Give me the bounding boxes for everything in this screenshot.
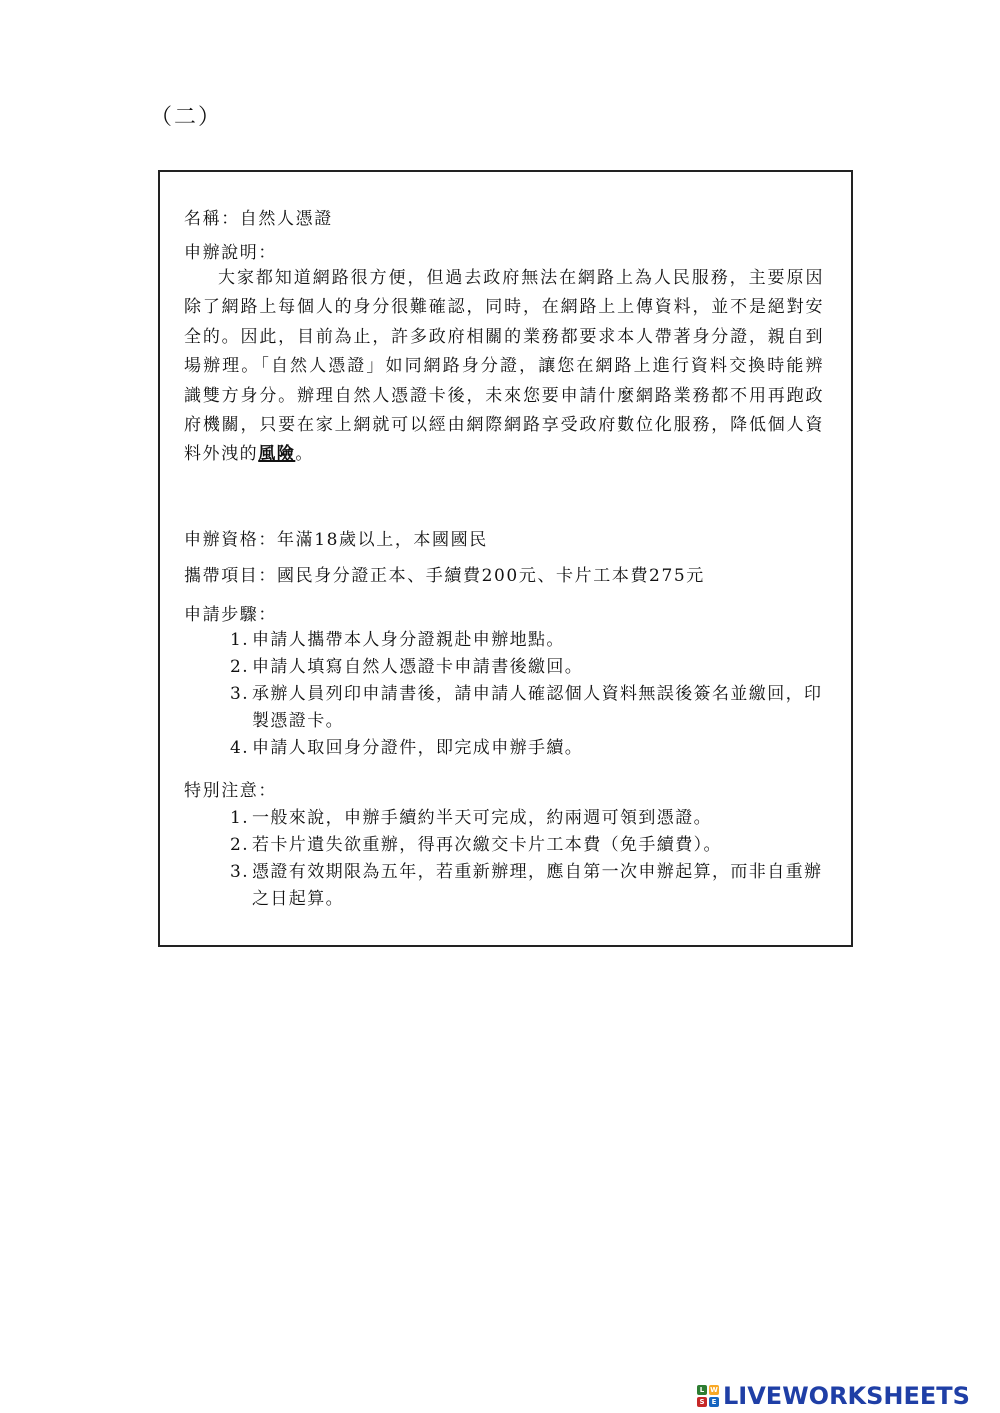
- step-number: 4.: [230, 738, 250, 758]
- step-item: [230, 654, 824, 681]
- logo-mark-tile: E: [709, 1397, 719, 1407]
- note-number: 1.: [230, 808, 250, 828]
- name-line: 名稱：自然人憑證: [184, 209, 333, 229]
- step-number: 3.: [230, 684, 250, 704]
- description-end: 。: [295, 444, 314, 465]
- note-item: [230, 832, 824, 859]
- step-text: 申請人攜帶本人身分證親赴申辦地點。: [252, 630, 565, 650]
- step-text: 申請人填寫自然人憑證卡申請書後繳回。: [252, 657, 584, 677]
- steps-heading: 申請步驟：: [184, 605, 277, 625]
- logo-mark-tile: W: [710, 1386, 718, 1394]
- note-item: [230, 805, 824, 832]
- liveworksheets-logo[interactable]: [697, 1381, 970, 1411]
- section-label: （二）: [150, 105, 223, 130]
- carry-items-line: 攜帶項目：國民身分證正本、手續費200元、卡片工本費275元: [184, 566, 705, 586]
- notes-list: [230, 805, 824, 913]
- step-text: 承辦人員列印申請書後，請申請人確認個人資料無誤後簽名並繳回，印製憑證卡。: [252, 684, 823, 731]
- logo-mark-tile: L: [697, 1385, 707, 1395]
- document-box: [158, 170, 853, 947]
- note-item: [230, 859, 824, 913]
- step-item: [230, 681, 824, 735]
- logo-text: LIVEWORKSHEETS: [723, 1382, 970, 1410]
- description-paragraph: [184, 264, 824, 470]
- note-text: 若卡片遺失欲重辦，得再次繳交卡片工本費（免手續費）。: [252, 835, 722, 855]
- step-text: 申請人取回身分證件，即完成申辦手續。: [252, 738, 584, 758]
- eligibility-line: 申辦資格：年滿18歲以上，本國國民: [184, 530, 488, 550]
- risk-word: 風險: [258, 444, 296, 465]
- note-number: 2.: [230, 835, 250, 855]
- step-item: [230, 735, 824, 762]
- step-number: 2.: [230, 657, 250, 677]
- description-text: 大家都知道網路很方便，但過去政府無法在網路上為人民服務，主要原因除了網路上每個人的身分很難確認，同時，在網路上上傳資料，並不是絕對安全的。因此，目前為止，許多政府相關的業務都要求本人帶著身分證，親自到場辦理。「自然人憑證」如同網路身分證，讓您在網路上進行資料交換時能辨識雙方身分。辦理自然人憑證卡後，未來您要申請什麼網路業務都不用再跑政府機關，只要在家上網就可以經由網際網路享受政府數位化服務，降低個人資料外洩的: [184, 268, 824, 465]
- note-text: 一般來說，申辦手續約半天可完成，約兩週可領到憑證。: [252, 808, 712, 828]
- description-heading: 申辦說明：: [184, 243, 277, 263]
- step-number: 1.: [230, 630, 250, 650]
- logo-mark-tile: S: [697, 1397, 707, 1407]
- step-item: [230, 627, 824, 654]
- note-number: 3.: [230, 862, 250, 882]
- notes-heading: 特別注意：: [184, 781, 277, 801]
- steps-list: [230, 627, 824, 762]
- logo-mark-icon: [697, 1385, 719, 1407]
- note-text: 憑證有效期限為五年，若重新辦理，應自第一次申辦起算，而非自重辦之日起算。: [252, 862, 823, 909]
